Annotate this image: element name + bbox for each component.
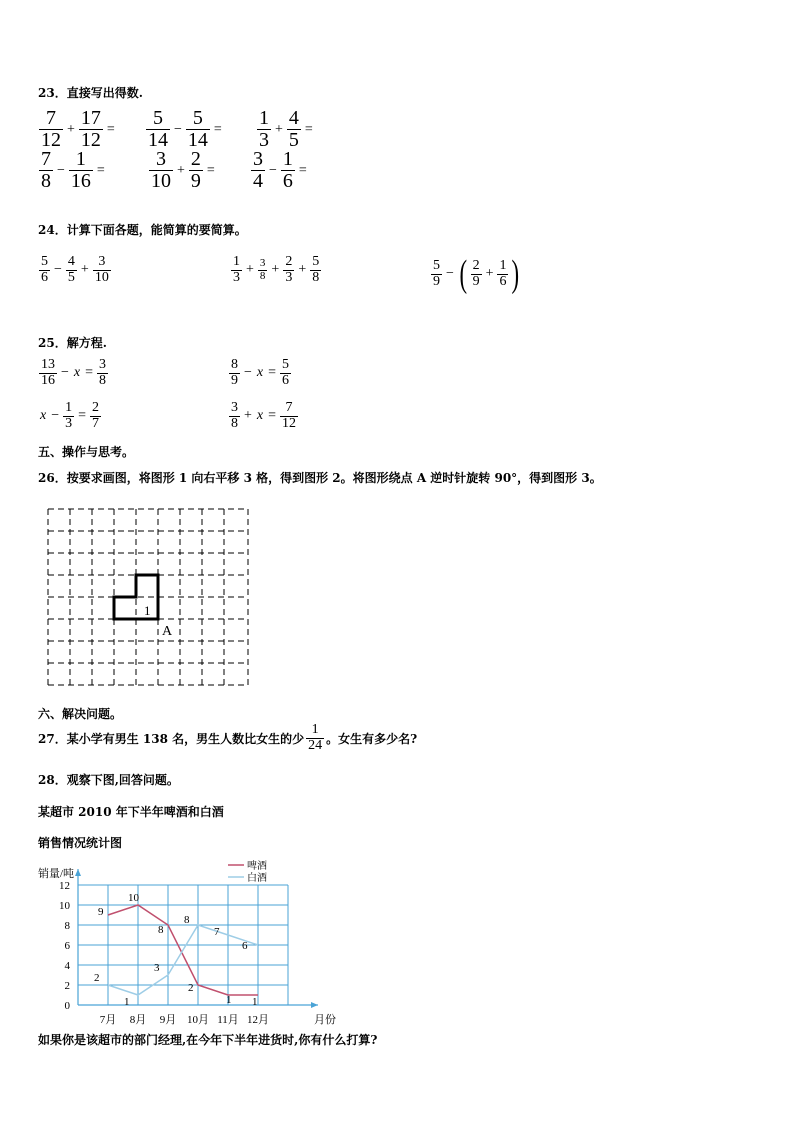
sales-line-chart: [30, 855, 336, 1030]
x-tick-label: 9月: [159, 1014, 177, 1026]
x-axis-arrow: [311, 1002, 318, 1008]
q25-eq-2: $\frac{8}{9}$ − x = $\frac{5}{6}$: [231, 357, 290, 388]
x-tick-label: 11月: [217, 1014, 239, 1026]
data-label: 9: [98, 906, 104, 918]
legend-label: 啤酒: [247, 861, 267, 872]
y-tick-label: 6: [64, 940, 70, 952]
section-5-heading: 五、操作与思考。: [38, 445, 135, 459]
chart-caption-line-2: 销售情况统计图: [38, 836, 123, 850]
q27-text-after: 。女生有多少名?: [326, 731, 418, 746]
y-tick-label: 10: [59, 900, 70, 912]
q25-eq-1: $\frac{13}{16}$ − x = $\frac{3}{8}$: [41, 357, 107, 388]
x-tick-label: 12月: [247, 1014, 269, 1026]
x-axis-label: 月份: [314, 1014, 336, 1026]
chart-caption-line-1: 某超市 2010 年下半年啤酒和白酒: [38, 805, 224, 819]
q26-grid-figure: [44, 505, 254, 690]
q23-expr-2: $\frac{5}{14}$ − $\frac{5}{14}$ =: [148, 107, 222, 151]
section-6-heading: 六、解决问题。: [38, 707, 123, 721]
x-tick-label: 10月: [187, 1014, 209, 1026]
y-tick-label: 4: [64, 960, 70, 972]
legend-label: 白酒: [247, 873, 267, 884]
y-tick-label: 2: [64, 980, 70, 992]
y-axis-label: 销量/吨: [38, 868, 75, 880]
q24-expr-3: $\frac{5}{9}$ − ( $\frac{2}{9}$ + $\frac{1}{6}$ ): [433, 253, 520, 295]
data-label: 7: [214, 926, 220, 938]
x-tick-label: 7月: [99, 1014, 117, 1026]
q28-title: 28．观察下图,回答问题。: [38, 773, 179, 787]
q23-title: 23．直接写出得数.: [38, 86, 143, 100]
data-label: 1: [252, 996, 258, 1008]
data-label: 6: [242, 940, 248, 952]
q27-text-before: 27．某小学有男生 138 名，男生人数比女生的少: [38, 731, 305, 746]
data-label: 8: [184, 914, 190, 926]
q25-title: 25．解方程.: [38, 336, 107, 350]
q24-title: 24．计算下面各题，能简算的要简算。: [38, 223, 247, 237]
q25-eq-4: $\frac{3}{8}$ + x = $\frac{7}{12}$: [231, 400, 297, 431]
data-label: 3: [154, 962, 160, 974]
q23-expr-6: $\frac{3}{4}$ − $\frac{1}{6}$ =: [253, 148, 307, 192]
data-label: 2: [188, 982, 194, 994]
q28-question: 如果你是该超市的部门经理,在今年下半年进货时,你有什么打算?: [38, 1033, 378, 1047]
y-tick-label: 8: [64, 920, 70, 932]
q23-expr-5: $\frac{3}{10}$ + $\frac{2}{9}$ =: [151, 148, 215, 192]
point-a-label: A: [162, 624, 173, 639]
data-label: 10: [128, 892, 139, 904]
data-label: 2: [94, 972, 100, 984]
data-label: 1: [124, 996, 130, 1008]
q25-eq-3: x − $\frac{1}{3}$ = $\frac{2}{7}$: [40, 400, 100, 431]
data-label: 8: [158, 924, 164, 936]
q26-title: 26．按要求画图，将图形 1 向右平移 3 格，得到图形 2。将图形绕点 A 逆时针旋转 90°，得到图形 3。: [38, 471, 602, 485]
x-tick-label: 8月: [129, 1014, 147, 1026]
dashed-grid: [48, 509, 248, 685]
q27-question: [38, 723, 417, 753]
q23-expr-1: $\frac{7}{12}$ + $\frac{17}{12}$ =: [41, 107, 115, 151]
figure-1-label: 1: [144, 603, 151, 618]
y-tick-label: 12: [59, 880, 70, 892]
q24-expr-2: $\frac{1}{3}$ + $\frac{3}{8}$ + $\frac{2}{3}$ + $\frac{5}{8}$: [233, 254, 320, 285]
q23-expr-3: $\frac{1}{3}$ + $\frac{4}{5}$ =: [259, 107, 313, 151]
q23-expr-4: $\frac{7}{8}$ − $\frac{1}{16}$ =: [41, 148, 105, 192]
q27-fraction: $\frac{1}{24}$: [308, 722, 323, 753]
q24-expr-1: $\frac{5}{6}$ − $\frac{4}{5}$ + $\frac{3}{10}$: [41, 254, 109, 285]
y-tick-label: 0: [64, 1000, 70, 1012]
y-axis-arrow: [75, 869, 81, 876]
data-label: 1: [226, 994, 232, 1006]
